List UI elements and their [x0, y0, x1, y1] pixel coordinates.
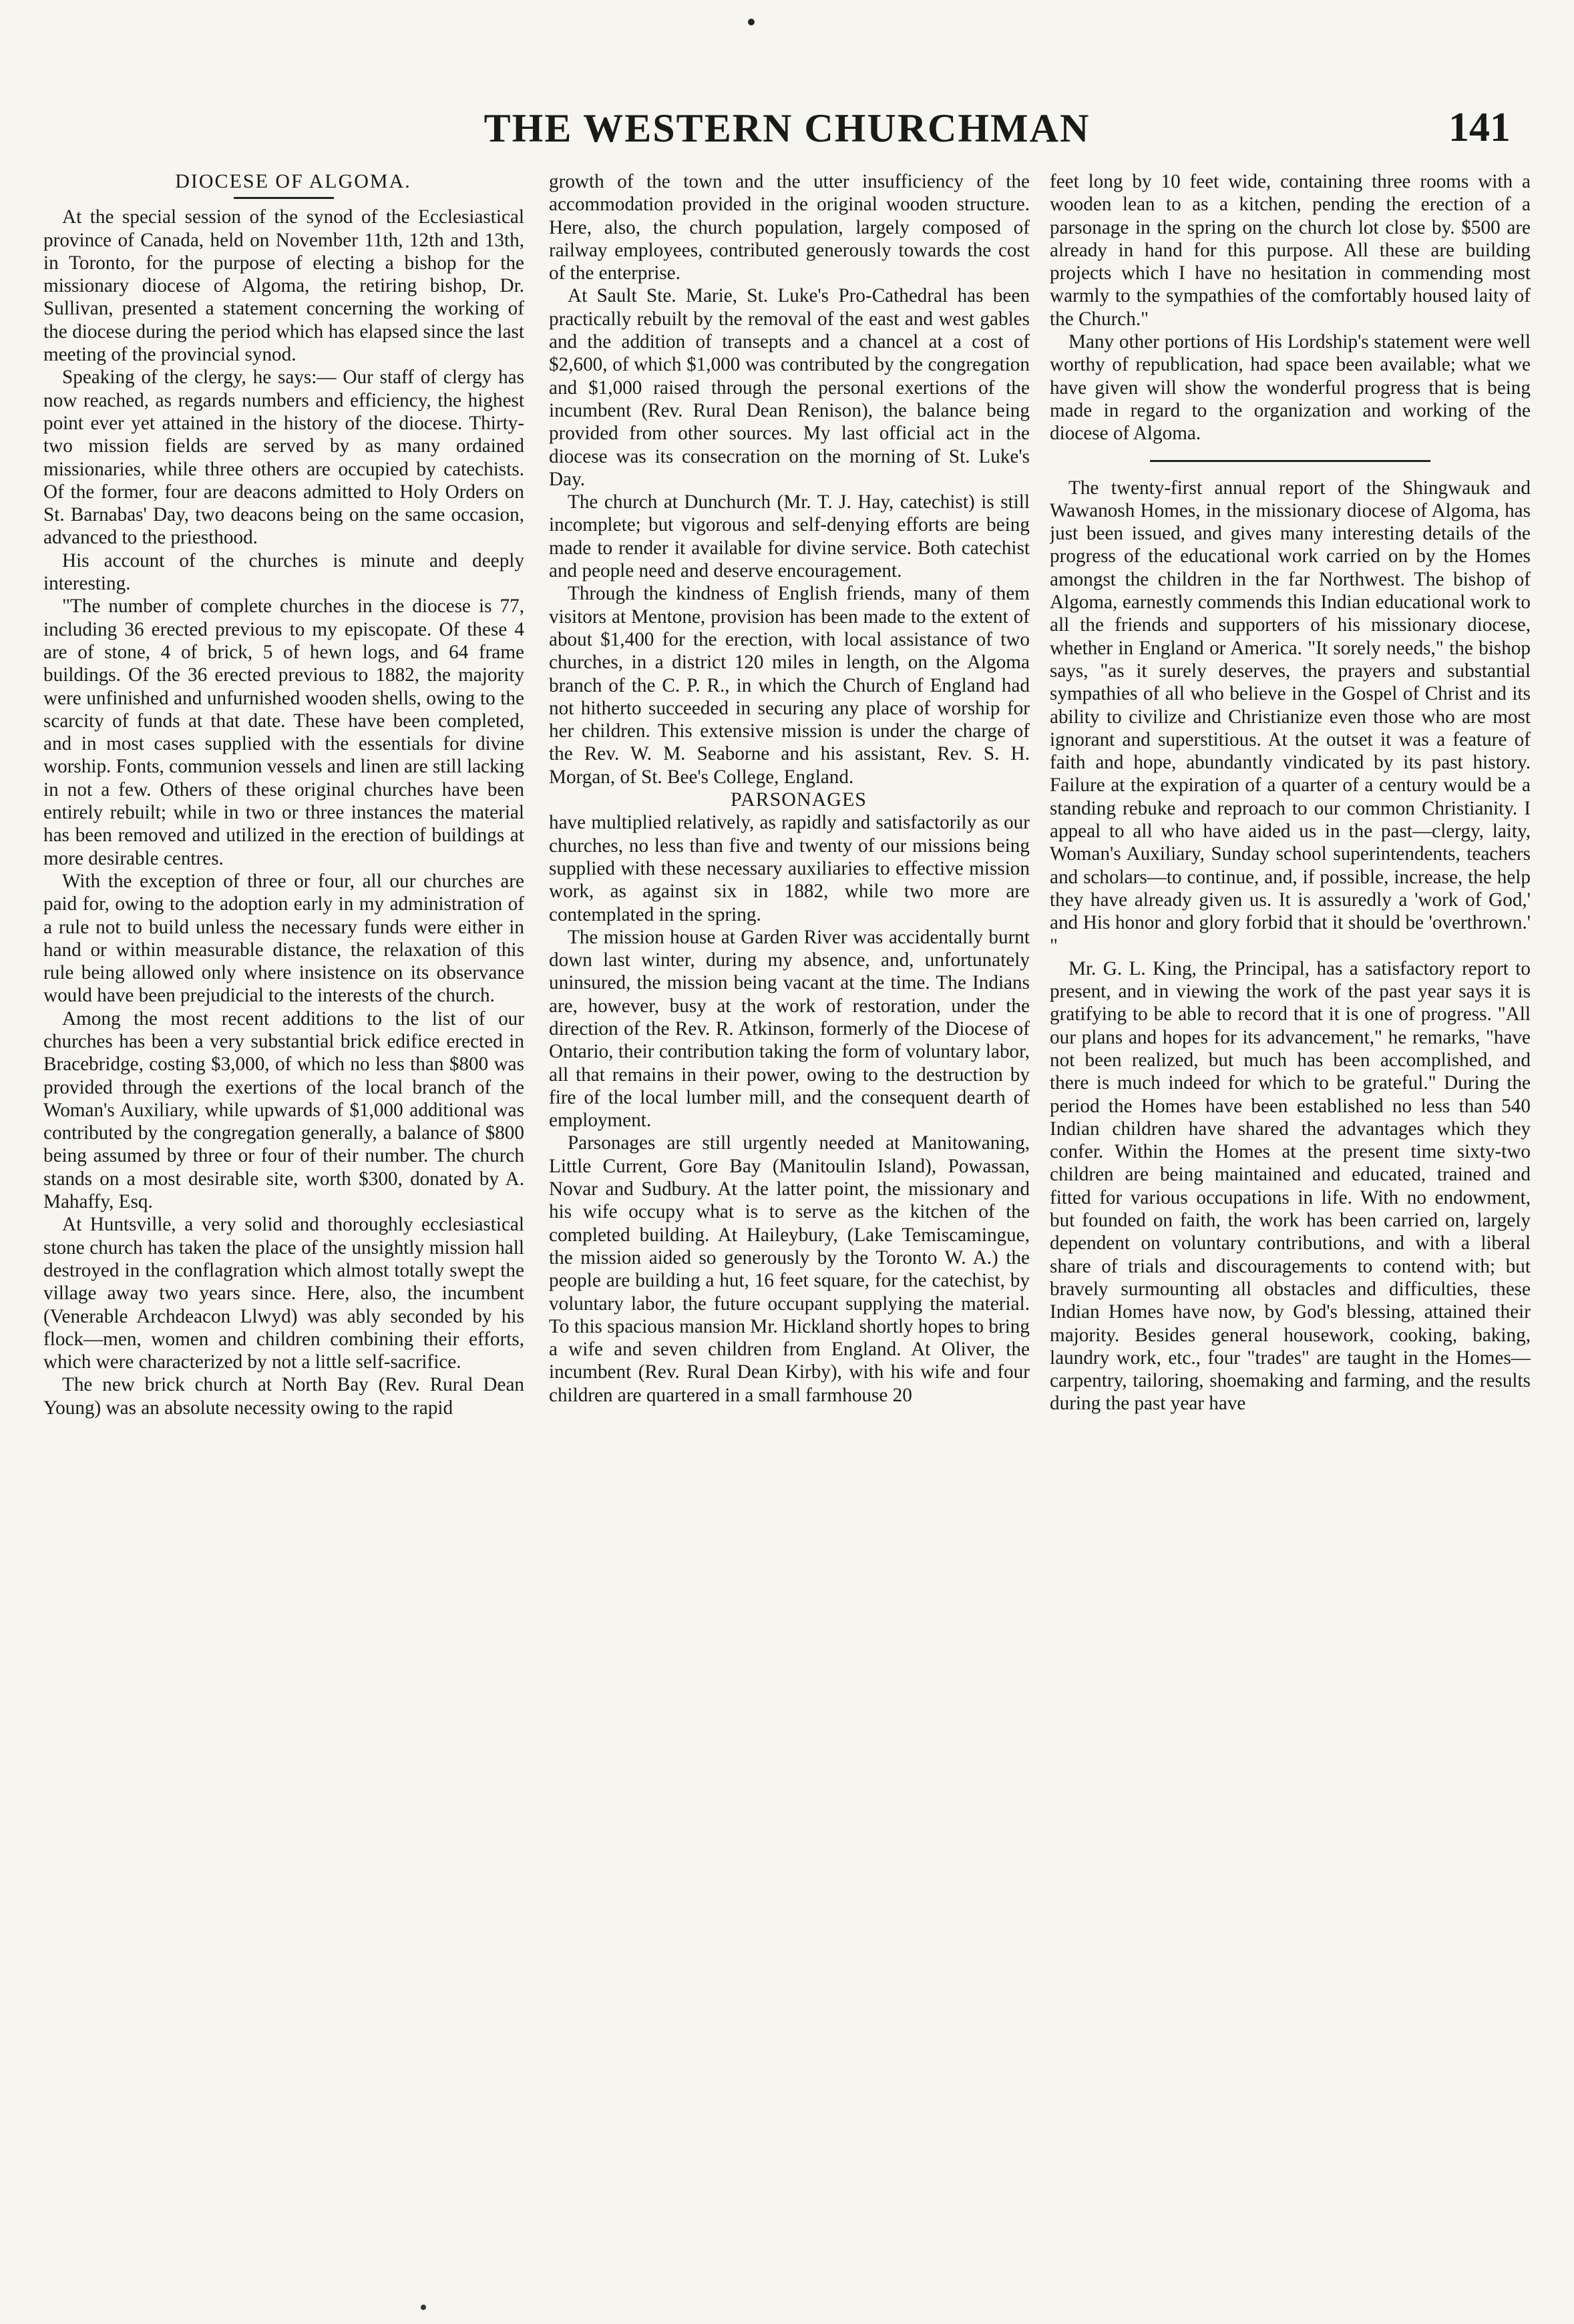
- paragraph: have multiplied relatively, as rapidly and satisfactorily as our churches, no less than five and twenty of our missions being supplied with these necessary auxiliaries to effective mission work, as against six in 1882, while two more are contemplated in the spring.: [549, 812, 1030, 925]
- paragraph: Through the kindness of English friends, many of them visitors at Mentone, provision has been made to the extent of about $1,400 for the erection, with local assistance of two churches, in a district 120 miles in length, on the Algoma branch of the C. P. R., in which the Church of England had not hitherto succeeded in securing any place of worship for her children. This extensive mission is under the charge of the Rev. W. M. Seaborne and his assistant, Rev. S. H. Morgan, of St. Bee's College, England.: [549, 583, 1030, 788]
- paragraph: growth of the town and the utter insufficiency of the accommodation provided in the original wooden structure. Here, also, the church population, largely composed of railway employees, contributed generously towards the cost of the enterprise.: [549, 171, 1030, 284]
- paragraph: Among the most recent additions to the list of our churches has been a very substantial brick edifice erected in Bracebridge, costing $3,000, of which no less than $800 was provided through the exertions of the local branch of the Woman's Auxiliary, while upwards of $1,000 additional was contributed by the congregation generally, a balance of $800 being assumed by three or four of their number. The church stands on a most desirable site, worth $300, donated by A. Mahaffy, Esq.: [43, 1007, 524, 1213]
- paragraph: With the exception of three or four, all our churches are paid for, owing to the adoption early in my administration of a rule not to build unless the necessary funds were either in hand or within measurable distance, the relaxation of this rule being allowed only where insistence on its observance would have been prejudicial to the interests of the church.: [43, 870, 524, 1007]
- publication-title: THE WESTERN CHURCHMAN: [483, 106, 1091, 150]
- column-2: [549, 170, 1030, 2287]
- paragraph: Speaking of the clergy, he says:— Our staff of clergy has now reached, as regards numbers and efficiency, the highest point ever yet attained in the history of the diocese. Thirty-two mission fields are served by as many ordained missionaries, while three others are occupied by catechists. Of the former, four are deacons admitted to Holy Orders on St. Barnabas' Day, two deacons being on the same occasion, advanced to the priesthood.: [43, 367, 524, 549]
- paragraph: "The number of complete churches in the diocese is 77, including 36 erected previous to my episcopate. Of these 4 are of stone, 4 of brick, 5 of hewn logs, and 64 frame buildings. Of the 36 erected previous to 1882, the majority were unfinished and unfurnished wooden shells, owing to the scarcity of funds at that date. These have been completed, and in most cases supplied with the essentials for divine worship. Fonts, communion vessels and linen are still lacking in not a few. Others of these original churches have been entirely rebuilt; while in two or three instances the material has been removed and utilized in the erection of buildings at more desirable centres.: [43, 596, 524, 869]
- paragraph: Many other portions of His Lordship's statement were well worthy of republication, had space been available; what we have given will show the wonderful progress that is being made in regard to the organization and working of the diocese of Algoma.: [1050, 331, 1531, 445]
- paragraph: The church at Dunchurch (Mr. T. J. Hay, catechist) is still incomplete; but vigorous and self-denying efforts are being made to render it available for divine service. Both catechist and people need and deserve encouragement.: [549, 491, 1030, 582]
- section-rule: [1150, 460, 1430, 462]
- paragraph: Parsonages are still urgently needed at Manitowaning, Little Current, Gore Bay (Manitoulin Island), Powassan, Novar and Sudbury. At the latter point, the missionary and his wife occupy what is to serve as the kitchen of the completed building. At Haileybury, (Lake Temiscamingue, the mission aided so generously by the Toronto W. A.) the people are building a hut, 16 feet square, for the catechist, by voluntary labor, the future occupant supplying the material. To this spacious mansion Mr. Hickland shortly hopes to bring a wife and seven children from England. At Oliver, the incumbent (Rev. Rural Dean Kirby), with his wife and four children are quartered in a small farmhouse 20: [549, 1132, 1030, 1406]
- paragraph: feet long by 10 feet wide, containing three rooms with a wooden lean to as a kitchen, pending the erection of a parsonage in the spring on the church lot close by. $500 are already in hand for this purpose. All these are building projects which I have no hesitation in commending most warmly to the sympathies of the comfortably housed laity of the Church.": [1050, 171, 1531, 330]
- page-number: 141: [1448, 105, 1511, 150]
- paragraph: The new brick church at North Bay (Rev. Rural Dean Young) was an absolute necessity owing to the rapid: [43, 1374, 524, 1419]
- paragraph: At Huntsville, a very solid and thoroughly ecclesiastical stone church has taken the place of the unsightly mission hall destroyed in the conflagration which almost totally swept the village away two years since. Here, also, the incumbent (Venerable Archdeacon Llwyd) was ably seconded by his flock—men, women and children combining their efforts, which were characterized by not a little self-sacrifice.: [43, 1214, 524, 1373]
- paragraph: Mr. G. L. King, the Principal, has a satisfactory report to present, and in viewing the work of the past year says it is gratifying to be able to record that it is one of progress. "All our plans and hopes for its advancement," he remarks, "have not been realized, but much has been accomplished, and there is much indeed for which to be grateful." During the period the Homes have been established no less than 540 Indian children have shared the advantages which they confer. Within the Homes at the present time sixty-two children are being maintained and educated, trained and fitted for various occupations in life. With no endowment, but founded on faith, the work has been carried on, largely dependent on voluntary contributions, and with a liberal share of trials and discouragements to contend with; but bravely surmounting all obstacles and difficulties, these Indian Homes have now, by God's blessing, attained their majority. Besides general housework, cooking, baking, laundry work, etc., four "trades" are taught in the Homes—carpentry, tailoring, shoemaking and farming, and the results during the past year have: [1050, 957, 1531, 1415]
- section-subheading: PARSONAGES: [731, 788, 867, 811]
- column-1: [43, 170, 524, 2287]
- paragraph: At the special session of the synod of the Ecclesiastical province of Canada, held on November 11th, 12th and 13th, in Toronto, for the purpose of electing a bishop for the missionary diocese of Algoma, the retiring bishop, Dr. Sullivan, presented a statement concerning the working of the diocese during the period which has elapsed since the last meeting of the provincial synod.: [43, 206, 524, 366]
- paragraph: At Sault Ste. Marie, St. Luke's Pro-Cathedral has been practically rebuilt by the removal of the east and west gables and the addition of transepts and a chancel at a cost of $2,600, of which $1,000 was contributed by the congregation and $1,000 raised through the personal exertions of the incumbent (Rev. Rural Dean Renison), the balance being provided from other sources. My last official act in the diocese was its consecration on the morning of St. Luke's Day.: [549, 285, 1030, 490]
- paragraph: His account of the churches is minute and deeply interesting.: [43, 549, 524, 595]
- heading-rule: [234, 197, 334, 199]
- page-header: [0, 99, 1574, 152]
- paragraph: The twenty-first annual report of the Shingwauk and Wawanosh Homes, in the missionary diocese of Algoma, has just been issued, and gives many interesting details of the progress of the educational work carried on by the Homes amongst the children in the far Northwest. The bishop of Algoma, earnestly commends this Indian educational work to all the friends and supporters of his missionary diocese, whether in England or America. "It sorely needs," the bishop says, "as it surely deserves, the prayers and substantial sympathies of all who believe in the Gospel of Christ and its ability to civilize and Christianize even those who are most ignorant and superstitious. At the outset it was a feature of faith and hope, abundantly vindicated by its past history. Failure at the expiration of a quarter of a century would be a standing rebuke and reproach to our common Christianity. I appeal to all who have aided us in the past—clergy, laity, Woman's Auxiliary, Sunday school superintendents, teachers and scholars—to continue, and, if possible, increase, the help they have already given us. It is assuredly a 'work of God,' and His honor and glory forbid that it should be 'overthrown.' ": [1050, 477, 1531, 957]
- ink-dot: [421, 2305, 426, 2310]
- article-heading: DIOCESE OF ALGOMA.: [175, 170, 411, 192]
- column-3: [1050, 170, 1531, 2287]
- paragraph: The mission house at Garden River was accidentally burnt down last winter, during my absence, and, unfortunately uninsured, the mission being vacant at the time. The Indians are, however, busy at the work of restoration, under the direction of the Rev. R. Atkinson, formerly of the Diocese of Ontario, their contribution taking the form of voluntary labor, all that remains in their power, owing to the destruction by fire of the local lumber mill, and the consequent dearth of employment.: [549, 926, 1030, 1132]
- ink-dot: [748, 19, 755, 25]
